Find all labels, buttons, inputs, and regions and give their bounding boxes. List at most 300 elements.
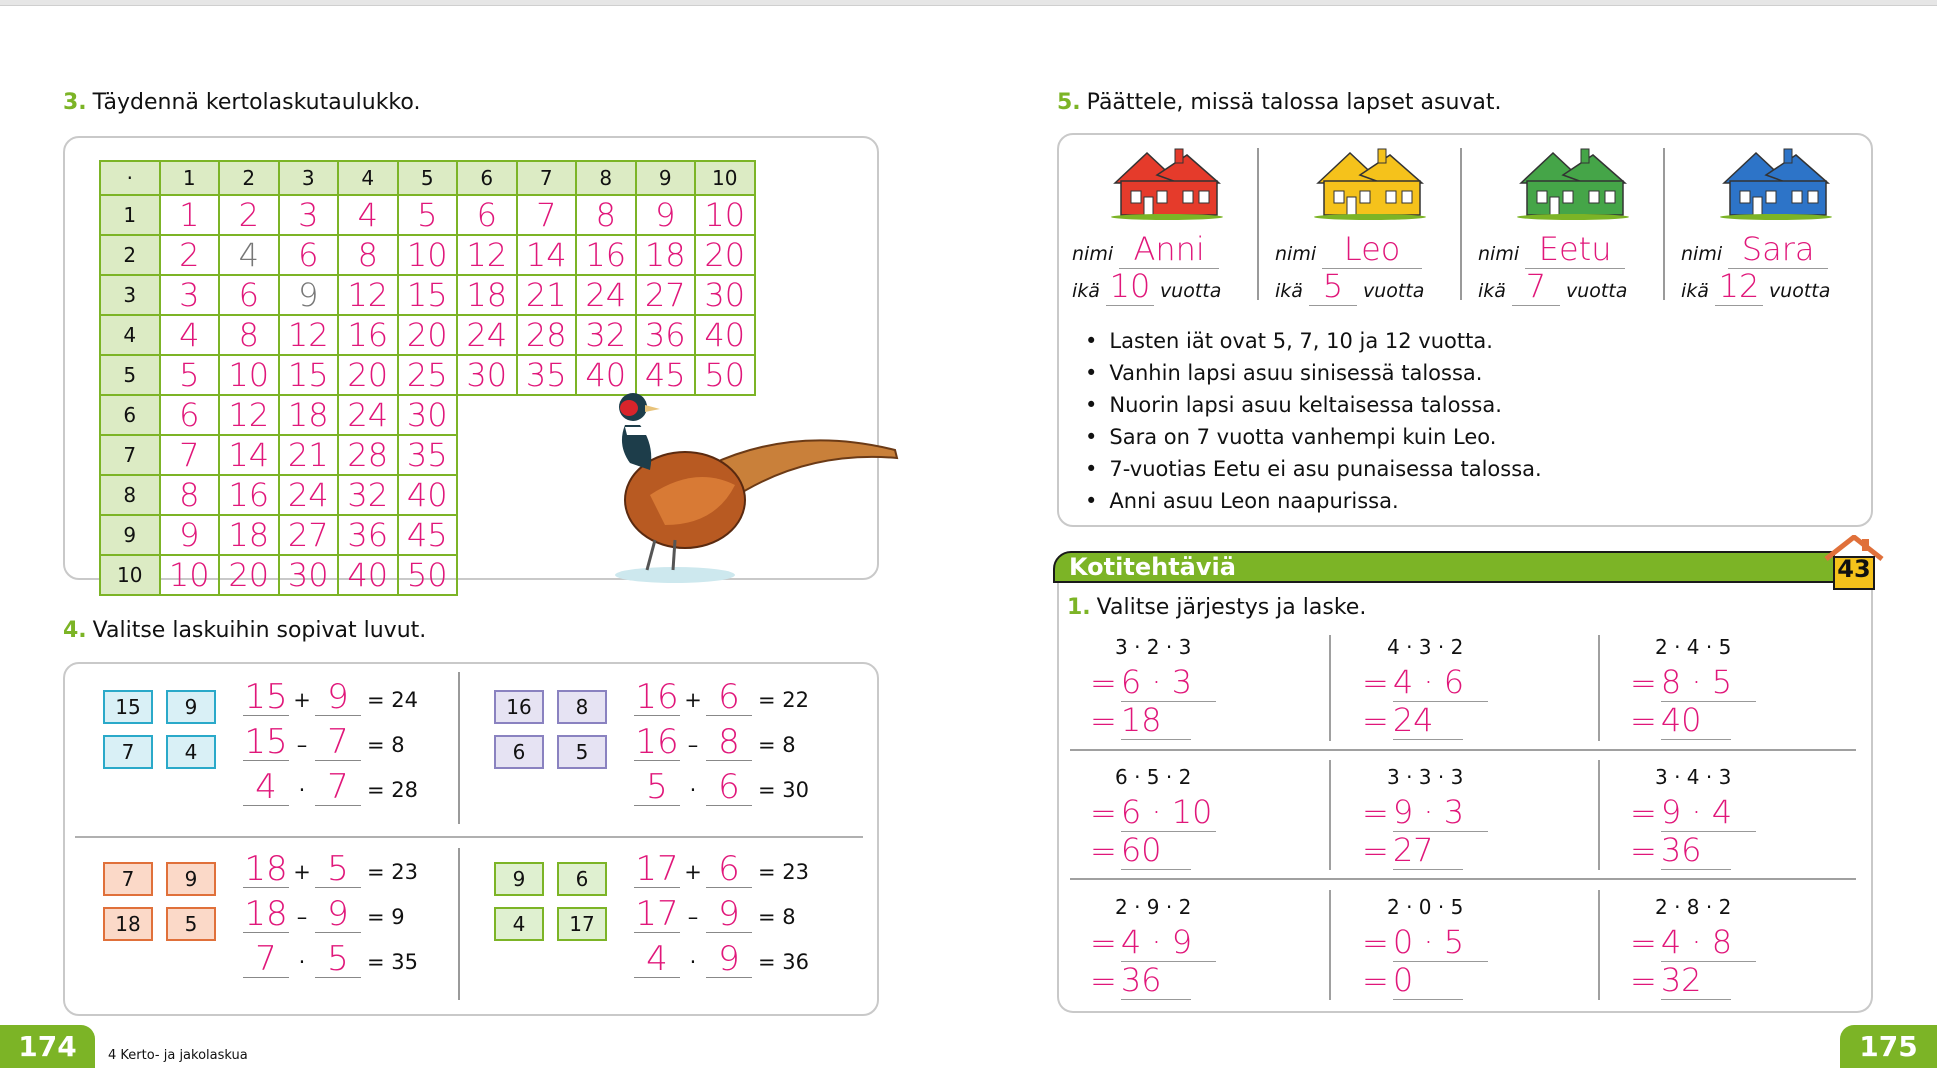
answer-blank[interactable]: 9: [706, 896, 752, 933]
equals-sign: =: [1362, 702, 1389, 740]
clue-text: Anni asuu Leon naapurissa.: [1109, 489, 1399, 513]
number-box[interactable]: 6: [557, 862, 607, 896]
row-header: 9: [100, 515, 160, 555]
answer-blank[interactable]: 6: [706, 851, 752, 888]
table-cell[interactable]: 8: [576, 195, 636, 235]
homework-result-answer[interactable]: 60: [1121, 831, 1191, 870]
clue-item: [1085, 421, 1542, 453]
name-answer[interactable]: Eetu: [1525, 230, 1625, 269]
homework-step: [1630, 923, 1756, 962]
number-box[interactable]: 17: [557, 907, 607, 941]
answer-blank[interactable]: 5: [634, 769, 680, 806]
table-cell[interactable]: 28: [517, 315, 577, 355]
table-cell[interactable]: 32: [338, 475, 398, 515]
table-row: [100, 195, 755, 235]
column-header: 1: [160, 161, 220, 195]
hw-divider-h1: [1070, 749, 1856, 751]
number-box[interactable]: 6: [494, 735, 544, 769]
name-label: nimi: [1275, 243, 1317, 265]
homework-step-answer[interactable]: 0 · 5: [1393, 923, 1488, 962]
wattle: [620, 400, 638, 416]
answer-blank[interactable]: 5: [315, 941, 361, 978]
age-answer[interactable]: 10: [1106, 267, 1154, 306]
table-cell[interactable]: 12: [279, 315, 339, 355]
house-separator: [1460, 148, 1462, 300]
row-header: 4: [100, 315, 160, 355]
equals-sign: =: [1630, 924, 1657, 962]
operator: +: [293, 860, 311, 884]
table-cell[interactable]: 25: [398, 355, 458, 395]
table-cell[interactable]: 45: [398, 515, 458, 555]
table-cell[interactable]: 6: [457, 195, 517, 235]
row-header: 3: [100, 275, 160, 315]
operator: ·: [689, 950, 697, 974]
table-cell[interactable]: 50: [398, 555, 458, 595]
answer-blank[interactable]: 15: [244, 677, 288, 717]
homework-result: [1630, 961, 1731, 1000]
table-cell[interactable]: 36: [338, 515, 398, 555]
table-cell[interactable]: 9: [279, 275, 339, 315]
homework-expression: 4 · 3 · 2: [1387, 635, 1464, 659]
clue-item: [1085, 389, 1542, 421]
table-cell[interactable]: 35: [398, 435, 458, 475]
table-cell[interactable]: 24: [457, 315, 517, 355]
column-header: 8: [576, 161, 636, 195]
homework-step: [1630, 663, 1756, 702]
table-empty-cell: [457, 435, 517, 475]
homework-result: [1630, 831, 1731, 870]
leg-left: [647, 540, 655, 570]
table-cell[interactable]: 5: [398, 195, 458, 235]
homework-step: [1090, 923, 1216, 962]
equals-sign: =: [1630, 962, 1657, 1000]
clue-text: Nuorin lapsi asuu keltaisessa talossa.: [1109, 393, 1502, 417]
equals-sign: =: [1090, 702, 1117, 740]
homework-expression: 6 · 5 · 2: [1115, 765, 1192, 789]
table-cell[interactable]: 45: [636, 355, 696, 395]
table-cell[interactable]: 40: [398, 475, 458, 515]
equation-result: = 24: [367, 688, 418, 712]
homework-result-answer[interactable]: 40: [1661, 701, 1731, 740]
answer-blank[interactable]: 4: [243, 769, 289, 806]
right-page-number-text: 175: [1859, 1030, 1918, 1063]
equation-line: [243, 766, 418, 806]
homework-result: [1362, 961, 1463, 1000]
homework-banner: [1053, 551, 1835, 583]
homework-task-number: 1.: [1067, 595, 1091, 620]
table-cell[interactable]: 4: [338, 195, 398, 235]
answer-blank[interactable]: 9: [315, 679, 361, 716]
answer-blank[interactable]: 17: [635, 849, 679, 889]
table-cell[interactable]: 12: [219, 395, 279, 435]
number-box[interactable]: 7: [103, 735, 153, 769]
number-box[interactable]: 4: [494, 907, 544, 941]
name-label: nimi: [1072, 243, 1114, 265]
age-answer[interactable]: 7: [1512, 267, 1560, 306]
answer-blank[interactable]: 4: [634, 941, 680, 978]
number-box[interactable]: 9: [494, 862, 544, 896]
equals-sign: =: [1362, 962, 1389, 1000]
house-separator: [1257, 148, 1259, 300]
table-cell[interactable]: 6: [279, 235, 339, 275]
table-cell[interactable]: 10: [695, 195, 755, 235]
table-cell[interactable]: 18: [219, 515, 279, 555]
homework-step-answer[interactable]: 9 · 3: [1393, 793, 1488, 832]
table-cell[interactable]: 1: [160, 195, 220, 235]
leg-right: [673, 540, 675, 570]
years-label: vuotta: [1768, 280, 1831, 302]
equals-sign: =: [1630, 794, 1657, 832]
hw-divider-v6: [1598, 890, 1600, 1000]
age-row: [1478, 267, 1627, 306]
equals-sign: =: [1090, 832, 1117, 870]
answer-blank[interactable]: 16: [635, 677, 679, 717]
homework-expression: 3 · 4 · 3: [1655, 765, 1732, 789]
answer-blank[interactable]: 6: [706, 679, 752, 716]
homework-step: [1090, 793, 1216, 832]
homework-step-answer[interactable]: 4 · 6: [1393, 663, 1488, 702]
table-cell[interactable]: 18: [636, 235, 696, 275]
chapter-label: 4 Kerto- ja jakolaskua: [108, 1048, 248, 1063]
column-header: 5: [398, 161, 458, 195]
table-cell[interactable]: 4: [219, 235, 279, 275]
homework-result: [1090, 701, 1191, 740]
table-cell[interactable]: 5: [160, 355, 220, 395]
table-cell[interactable]: 30: [695, 275, 755, 315]
task4-divider-v2: [458, 848, 460, 1000]
homework-step-answer[interactable]: 8 · 5: [1661, 663, 1756, 702]
right-page-number: [1840, 1025, 1937, 1068]
homework-result: [1362, 831, 1463, 870]
task4-title: [63, 618, 426, 643]
house-column: [1072, 140, 1272, 305]
homework-result-answer[interactable]: 27: [1393, 831, 1463, 870]
column-header: 4: [338, 161, 398, 195]
number-box[interactable]: 7: [103, 862, 153, 896]
column-header: 6: [457, 161, 517, 195]
homework-task-title-text: Valitse järjestys ja laske.: [1096, 595, 1367, 620]
equation-line: [243, 676, 418, 716]
age-label: ikä: [1275, 280, 1303, 302]
homework-task-title: [1067, 595, 1366, 620]
number-box[interactable]: 9: [166, 690, 216, 724]
table-cell[interactable]: 40: [695, 315, 755, 355]
table-cell[interactable]: 20: [338, 355, 398, 395]
number-box[interactable]: 8: [557, 690, 607, 724]
left-page-number: [0, 1025, 95, 1068]
number-box[interactable]: 9: [166, 862, 216, 896]
clue-item: [1085, 325, 1542, 357]
row-header: 8: [100, 475, 160, 515]
table-cell[interactable]: 2: [160, 235, 220, 275]
table-cell[interactable]: 20: [219, 555, 279, 595]
hw-divider-v1: [1329, 635, 1331, 741]
answer-blank[interactable]: 8: [706, 724, 752, 761]
answer-blank[interactable]: 15: [244, 722, 288, 762]
homework-result: [1090, 831, 1191, 870]
row-header: 5: [100, 355, 160, 395]
house-column: [1275, 140, 1475, 305]
homework-result-answer[interactable]: 18: [1121, 701, 1191, 740]
table-cell[interactable]: 24: [279, 475, 339, 515]
homework-step-answer[interactable]: 4 · 9: [1121, 923, 1216, 962]
row-header: 10: [100, 555, 160, 595]
table-cell[interactable]: 27: [279, 515, 339, 555]
homework-result: [1362, 701, 1463, 740]
left-page-number-text: 174: [18, 1030, 77, 1063]
number-box[interactable]: 5: [166, 907, 216, 941]
table-cell[interactable]: 6: [160, 395, 220, 435]
clue-item: [1085, 485, 1542, 517]
table-cell[interactable]: 10: [219, 355, 279, 395]
answer-blank[interactable]: 7: [315, 769, 361, 806]
equals-sign: =: [1090, 924, 1117, 962]
table-empty-cell: [517, 435, 577, 475]
table-cell[interactable]: 30: [457, 355, 517, 395]
table-cell[interactable]: 27: [636, 275, 696, 315]
age-label: ikä: [1072, 280, 1100, 302]
clue-list: [1085, 325, 1542, 517]
homework-expression: 2 · 9 · 2: [1115, 895, 1192, 919]
beak: [645, 405, 660, 412]
shadow: [615, 567, 735, 583]
homework-step-answer[interactable]: 6 · 3: [1121, 663, 1216, 702]
equation-line: [243, 893, 405, 933]
row-header: 1: [100, 195, 160, 235]
house-icon: [1107, 145, 1227, 220]
operator: +: [293, 688, 311, 712]
equation-line: [634, 938, 809, 978]
homework-result-answer[interactable]: 24: [1393, 701, 1463, 740]
operator: +: [684, 688, 702, 712]
hw-divider-v2: [1598, 635, 1600, 741]
table-cell[interactable]: 2: [219, 195, 279, 235]
name-row: [1275, 230, 1422, 269]
answer-blank[interactable]: 9: [706, 941, 752, 978]
operator: ·: [298, 950, 306, 974]
equation-line: [634, 766, 809, 806]
homework-expression: 3 · 3 · 3: [1387, 765, 1464, 789]
equation-result: = 23: [367, 860, 418, 884]
table-cell[interactable]: 6: [219, 275, 279, 315]
equation-result: = 23: [758, 860, 809, 884]
table-cell[interactable]: 32: [576, 315, 636, 355]
table-cell[interactable]: 9: [160, 515, 220, 555]
number-box[interactable]: 4: [166, 735, 216, 769]
table-cell[interactable]: 16: [338, 315, 398, 355]
homework-badge-number: 43: [1837, 555, 1871, 583]
age-row: [1275, 267, 1424, 306]
equals-sign: =: [1090, 794, 1117, 832]
age-row: [1681, 267, 1830, 306]
age-label: ikä: [1478, 280, 1506, 302]
table-empty-cell: [457, 395, 517, 435]
homework-step: [1362, 923, 1488, 962]
answer-blank[interactable]: 18: [244, 894, 288, 934]
table-cell[interactable]: 28: [338, 435, 398, 475]
table-cell[interactable]: 8: [160, 475, 220, 515]
table-cell[interactable]: 12: [338, 275, 398, 315]
answer-blank[interactable]: 7: [243, 941, 289, 978]
hw-divider-v5: [1329, 890, 1331, 1000]
equals-sign: =: [1630, 664, 1657, 702]
operator: –: [687, 733, 699, 757]
answer-blank[interactable]: 9: [315, 896, 361, 933]
column-header: 2: [219, 161, 279, 195]
table-cell[interactable]: 20: [695, 235, 755, 275]
equation-result: = 22: [758, 688, 809, 712]
answer-blank[interactable]: 7: [315, 724, 361, 761]
table-cell[interactable]: 14: [219, 435, 279, 475]
table-cell[interactable]: 7: [517, 195, 577, 235]
equation-line: [634, 721, 796, 761]
table-cell[interactable]: 3: [279, 195, 339, 235]
homework-step: [1362, 793, 1488, 832]
clue-item: [1085, 357, 1542, 389]
equals-sign: =: [1630, 832, 1657, 870]
equation-line: [243, 848, 418, 888]
table-row: [100, 315, 755, 355]
operator: ·: [689, 778, 697, 802]
homework-result-answer[interactable]: 0: [1393, 961, 1463, 1000]
table-cell[interactable]: 15: [279, 355, 339, 395]
clue-text: Lasten iät ovat 5, 7, 10 ja 12 vuotta.: [1109, 329, 1493, 353]
table-cell[interactable]: 16: [576, 235, 636, 275]
homework-step-answer[interactable]: 6 · 10: [1121, 793, 1216, 832]
homework-expression: 3 · 2 · 3: [1115, 635, 1192, 659]
top-border: [0, 0, 1937, 6]
table-cell[interactable]: 40: [338, 555, 398, 595]
homework-step-answer[interactable]: 4 · 8: [1661, 923, 1756, 962]
task4-number: 4.: [63, 618, 87, 643]
house-icon: [1513, 145, 1633, 220]
table-cell[interactable]: 8: [219, 315, 279, 355]
equation-result: = 30: [758, 778, 809, 802]
equation-line: [243, 721, 405, 761]
table-cell[interactable]: 35: [517, 355, 577, 395]
clue-text: 7-vuotias Eetu ei asu punaisessa talossa.: [1109, 457, 1542, 481]
answer-blank[interactable]: 6: [706, 769, 752, 806]
house-column: [1478, 140, 1678, 305]
name-answer[interactable]: Anni: [1119, 230, 1219, 269]
task4-divider-h: [75, 836, 863, 838]
house-separator: [1663, 148, 1665, 300]
table-cell[interactable]: 4: [160, 315, 220, 355]
table-cell[interactable]: 7: [160, 435, 220, 475]
hw-divider-h2: [1070, 878, 1856, 880]
number-box[interactable]: 18: [103, 907, 153, 941]
table-row: [100, 275, 755, 315]
years-label: vuotta: [1159, 280, 1222, 302]
house-icon: [1310, 145, 1430, 220]
task5-title-text: Päättele, missä talossa lapset asuvat.: [1086, 90, 1502, 115]
answer-blank[interactable]: 17: [635, 894, 679, 934]
table-cell[interactable]: 18: [279, 395, 339, 435]
answer-blank[interactable]: 16: [635, 722, 679, 762]
task3-title-text: Täydennä kertolaskutaulukko.: [92, 90, 421, 115]
table-cell[interactable]: 9: [636, 195, 696, 235]
table-corner: ·: [100, 161, 160, 195]
operator: –: [296, 733, 308, 757]
homework-step: [1090, 663, 1216, 702]
table-cell[interactable]: 10: [398, 235, 458, 275]
table-cell[interactable]: 18: [457, 275, 517, 315]
age-answer[interactable]: 12: [1715, 267, 1763, 306]
clue-item: [1085, 453, 1542, 485]
task5-title: [1057, 90, 1502, 115]
operator: +: [684, 860, 702, 884]
table-cell[interactable]: 10: [160, 555, 220, 595]
equation-result: = 36: [758, 950, 809, 974]
table-cell[interactable]: 40: [576, 355, 636, 395]
number-box[interactable]: 5: [557, 735, 607, 769]
column-header: 7: [517, 161, 577, 195]
number-box[interactable]: 16: [494, 690, 544, 724]
table-row: [100, 235, 755, 275]
answer-blank[interactable]: 5: [315, 851, 361, 888]
table-cell[interactable]: 30: [279, 555, 339, 595]
equation-line: [243, 938, 418, 978]
column-header: 9: [636, 161, 696, 195]
table-cell[interactable]: 50: [695, 355, 755, 395]
hw-divider-v3: [1329, 760, 1331, 870]
task4-title-text: Valitse laskuihin sopivat luvut.: [92, 618, 427, 643]
table-cell[interactable]: 24: [338, 395, 398, 435]
pheasant-illustration: [595, 385, 905, 585]
homework-result: [1630, 701, 1731, 740]
table-cell[interactable]: 15: [398, 275, 458, 315]
name-answer[interactable]: Sara: [1728, 230, 1828, 269]
age-answer[interactable]: 5: [1309, 267, 1357, 306]
homework-expression: 2 · 8 · 2: [1655, 895, 1732, 919]
number-box[interactable]: 15: [103, 690, 153, 724]
homework-result-answer[interactable]: 36: [1661, 831, 1731, 870]
table-cell[interactable]: 16: [219, 475, 279, 515]
homework-banner-text: Kotitehtäviä: [1069, 553, 1236, 581]
table-cell[interactable]: 8: [338, 235, 398, 275]
name-row: [1072, 230, 1219, 269]
years-label: vuotta: [1362, 280, 1425, 302]
homework-result-answer[interactable]: 36: [1121, 961, 1191, 1000]
table-cell[interactable]: 3: [160, 275, 220, 315]
table-cell[interactable]: 30: [398, 395, 458, 435]
homework-result-answer[interactable]: 32: [1661, 961, 1731, 1000]
equals-sign: =: [1630, 702, 1657, 740]
row-header: 7: [100, 435, 160, 475]
equation-result: = 8: [758, 905, 796, 929]
equals-sign: =: [1362, 794, 1389, 832]
house-icon: [1716, 145, 1836, 220]
operator: ·: [298, 778, 306, 802]
table-cell[interactable]: 14: [517, 235, 577, 275]
homework-step-answer[interactable]: 9 · 4: [1661, 793, 1756, 832]
operator: –: [296, 905, 308, 929]
table-cell[interactable]: 36: [636, 315, 696, 355]
answer-blank[interactable]: 18: [244, 849, 288, 889]
table-cell[interactable]: 24: [576, 275, 636, 315]
table-cell[interactable]: 21: [517, 275, 577, 315]
equation-line: [634, 848, 809, 888]
table-cell[interactable]: 20: [398, 315, 458, 355]
table-cell[interactable]: 21: [279, 435, 339, 475]
table-empty-cell: [457, 475, 517, 515]
name-row: [1681, 230, 1828, 269]
name-answer[interactable]: Leo: [1322, 230, 1422, 269]
table-empty-cell: [457, 555, 517, 595]
equation-result: = 28: [367, 778, 418, 802]
equals-sign: =: [1362, 924, 1389, 962]
table-cell[interactable]: 12: [457, 235, 517, 275]
